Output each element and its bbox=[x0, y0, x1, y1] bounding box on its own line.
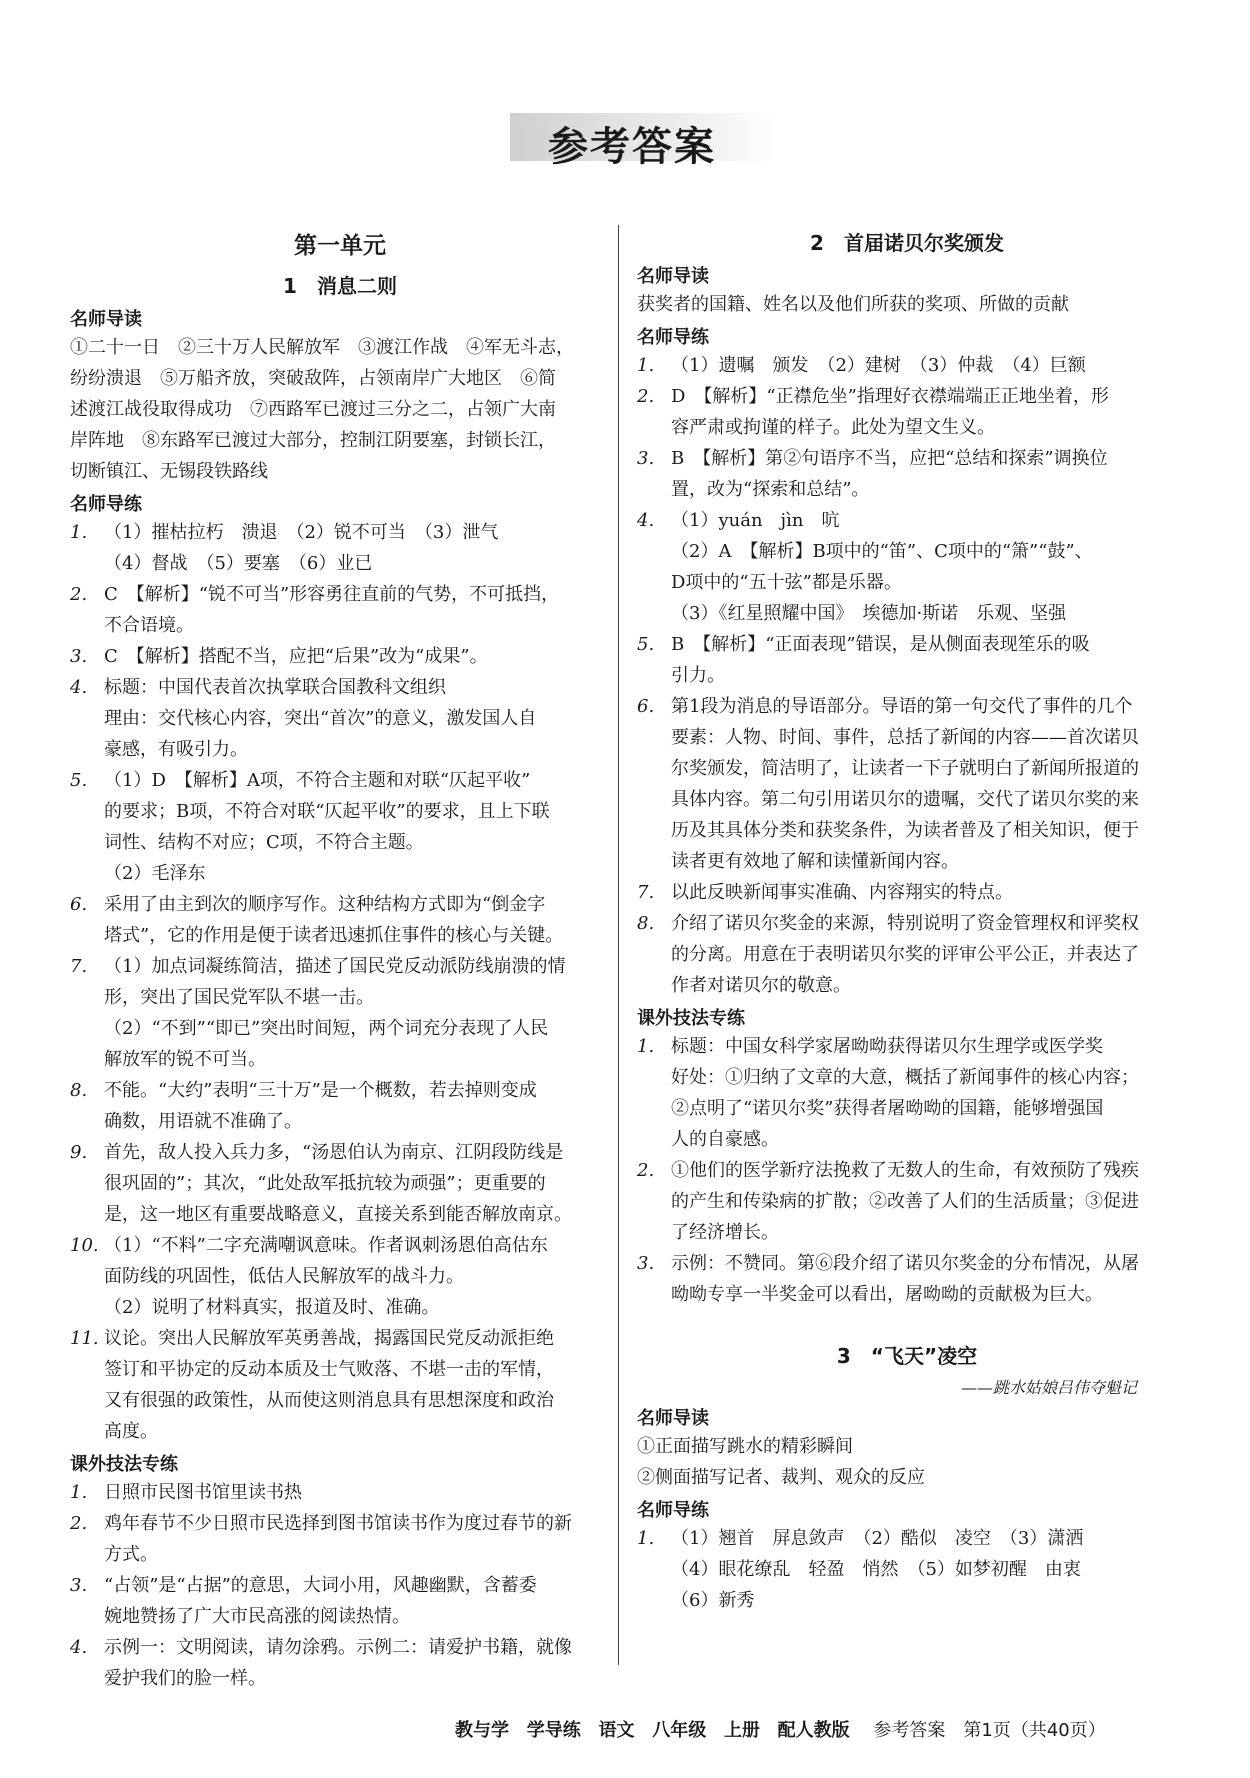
answer-line: 第1段为消息的导语部分。导语的第一句交代了事件的几个 bbox=[671, 696, 1133, 717]
footer-volume: 上册 bbox=[723, 1720, 760, 1741]
footer-grade: 八年级 bbox=[652, 1720, 707, 1741]
answer-item bbox=[637, 1523, 1177, 1616]
answer-item bbox=[70, 951, 610, 1075]
answer-line: 理由：交代核心内容，突出“首次”的意义，激发国人自 bbox=[104, 708, 537, 729]
lesson-3-title: 3 “飞天”凌空 bbox=[836, 1344, 978, 1368]
answer-item bbox=[70, 1323, 610, 1447]
answer-line: 的产生和传染病的扩散；②改善了人们的生活质量；③促进 bbox=[671, 1191, 1139, 1212]
daodu-text bbox=[637, 1431, 1177, 1493]
answer-number: 2. bbox=[70, 1513, 88, 1534]
answer-line: 容严肃或拘谨的样子。此处为望文生义。 bbox=[671, 417, 995, 438]
page-footer bbox=[455, 1716, 1106, 1742]
section-heading: 课外技法专练 bbox=[70, 1454, 178, 1475]
answer-line: 很巩固的”；其次，“此处敌军抵抗较为顽强”；更重要的 bbox=[104, 1173, 546, 1194]
section-heading: 名师导练 bbox=[637, 1500, 709, 1521]
answer-line: 尔奖颁发，简洁明了，让读者一下子就明白了新闻所报道的 bbox=[671, 758, 1139, 779]
answer-line: 方式。 bbox=[104, 1544, 158, 1565]
answer-item bbox=[70, 672, 610, 765]
answer-number: 11. bbox=[70, 1328, 99, 1349]
footer-book: 教与学 bbox=[455, 1720, 509, 1741]
answer-number: 3. bbox=[70, 646, 88, 667]
answer-line: 示例：不赞同。第⑥段介绍了诺贝尔奖金的分布情况，从屠 bbox=[671, 1253, 1139, 1274]
text-line: ①二十一日 ②三十万人民解放军 ③渡江作战 ④军无斗志， bbox=[70, 337, 574, 358]
answer-line: 采用了由主到次的顺序写作。这种结构方式即为“倒金字 bbox=[104, 894, 546, 915]
answer-item bbox=[637, 691, 1177, 877]
answer-list bbox=[637, 1523, 1177, 1616]
answer-line: ①他们的医学新疗法挽救了无数人的生命，有效预防了残疾 bbox=[671, 1160, 1139, 1181]
text-line: ①正面描写跳水的精彩瞬间 bbox=[637, 1436, 853, 1457]
answer-list bbox=[637, 1031, 1177, 1310]
answer-line: ②点明了“诺贝尔奖”获得者屠呦呦的国籍，能够增强国 bbox=[671, 1098, 1104, 1119]
footer-series: 学导练 bbox=[526, 1720, 581, 1741]
answer-body bbox=[671, 1155, 1177, 1248]
answer-line: 豪感，有吸引力。 bbox=[104, 739, 248, 760]
section-heading: 名师导练 bbox=[70, 494, 142, 515]
answer-list bbox=[70, 517, 610, 1447]
section-heading: 名师导读 bbox=[70, 309, 142, 330]
answer-line: 示例一：文明阅读，请勿涂鸦。示例二：请爱护书籍，就像 bbox=[104, 1637, 572, 1658]
answer-body bbox=[104, 1477, 610, 1508]
answer-item bbox=[70, 765, 610, 889]
answer-body bbox=[104, 765, 610, 889]
answer-number: 5. bbox=[637, 634, 655, 655]
section-heading: 课外技法专练 bbox=[637, 1008, 745, 1029]
answer-item bbox=[70, 1508, 610, 1570]
spacer bbox=[637, 1310, 1177, 1336]
answer-item bbox=[637, 1031, 1177, 1155]
answer-body bbox=[671, 381, 1177, 443]
answer-item bbox=[70, 889, 610, 951]
answer-body bbox=[671, 629, 1177, 691]
left-column bbox=[70, 225, 610, 1694]
answer-line: 具体内容。第二句引用诺贝尔的遗嘱，交代了诺贝尔奖的来 bbox=[671, 789, 1139, 810]
answer-line: 形，突出了国民党军队不堪一击。 bbox=[104, 987, 374, 1008]
answer-line: 要素：人物、时间、事件，总括了新闻的内容——首次诺贝 bbox=[671, 727, 1139, 748]
answer-line: 标题：中国代表首次执掌联合国教科文组织 bbox=[104, 677, 446, 698]
answer-number: 3. bbox=[637, 448, 655, 469]
answer-line: 读者更有效地了解和读懂新闻内容。 bbox=[671, 851, 959, 872]
answer-number: 2. bbox=[637, 386, 655, 407]
answer-line: 面防线的巩固性，低估人民解放军的战斗力。 bbox=[104, 1266, 464, 1287]
answer-body bbox=[671, 877, 1177, 908]
answer-number: 4. bbox=[637, 510, 655, 531]
footer-page-info: 参考答案 第1页（共40页） bbox=[873, 1720, 1106, 1741]
answer-line: 介绍了诺贝尔奖金的来源，特别说明了资金管理权和评奖权 bbox=[671, 913, 1139, 934]
answer-item bbox=[637, 1155, 1177, 1248]
answer-line: 签订和平协定的反动本质及士气败落、不堪一击的军情， bbox=[104, 1359, 554, 1380]
answer-body bbox=[104, 672, 610, 765]
answer-line: （4）眼花缭乱 轻盈 悄然 （5）如梦初醒 由衷 bbox=[671, 1559, 1081, 1580]
answer-body bbox=[104, 1570, 610, 1632]
answer-number: 1. bbox=[637, 1036, 655, 1057]
daodu-text bbox=[70, 332, 610, 487]
footer-edition: 配人教版 bbox=[777, 1720, 850, 1741]
answer-item bbox=[70, 1632, 610, 1694]
answer-body bbox=[104, 1632, 610, 1694]
answer-body bbox=[104, 1508, 610, 1570]
answer-line: 解放军的锐不可当。 bbox=[104, 1049, 266, 1070]
answer-body bbox=[104, 579, 610, 641]
answer-list bbox=[637, 350, 1177, 1001]
answer-line: 日照市民图书馆里读书热 bbox=[104, 1482, 302, 1503]
answer-number: 1. bbox=[70, 1482, 88, 1503]
daodu-text: 获奖者的国籍、姓名以及他们所获的奖项、所做的贡献 bbox=[637, 294, 1069, 315]
answer-item bbox=[637, 350, 1177, 381]
answer-number: 9. bbox=[70, 1142, 88, 1163]
answer-number: 6. bbox=[70, 894, 88, 915]
answer-line: 以此反映新闻事实准确、内容翔实的特点。 bbox=[671, 882, 1013, 903]
answer-body bbox=[104, 1230, 610, 1323]
answer-line: D项中的“五十弦”都是乐器。 bbox=[671, 572, 902, 593]
lesson-1-title: 1 消息二则 bbox=[283, 274, 397, 298]
answer-line: 引力。 bbox=[671, 665, 725, 686]
page-title: 参考答案 bbox=[548, 124, 716, 170]
answer-item bbox=[70, 1570, 610, 1632]
answer-number: 1. bbox=[637, 1528, 655, 1549]
answer-number: 7. bbox=[70, 956, 88, 977]
answer-item bbox=[70, 1477, 610, 1508]
answer-line: C 【解析】“锐不可当”形容勇往直前的气势，不可抵挡， bbox=[104, 584, 560, 605]
answer-line: 人的自豪感。 bbox=[671, 1129, 779, 1150]
answer-number: 4. bbox=[70, 1637, 88, 1658]
answer-body bbox=[671, 350, 1177, 381]
answer-line: 塔式”，它的作用是便于读者迅速抓住事件的核心与关键。 bbox=[104, 925, 564, 946]
answer-item bbox=[70, 517, 610, 579]
text-line: 切断镇江、无锡段铁路线 bbox=[70, 461, 268, 482]
answer-number: 3. bbox=[637, 1253, 655, 1274]
answer-item bbox=[70, 1075, 610, 1137]
answer-number: 8. bbox=[637, 913, 655, 934]
answer-line: （3）《红星照耀中国》 埃德加·斯诺 乐观、坚强 bbox=[671, 603, 1067, 624]
answer-line: 的分离。用意在于表明诺贝尔奖的评审公平公正，并表达了 bbox=[671, 944, 1139, 965]
answer-line: B 【解析】第②句语序不当，应把“总结和探索”调换位 bbox=[671, 448, 1108, 469]
answer-line: 婉地赞扬了广大市民高涨的阅读热情。 bbox=[104, 1606, 410, 1627]
answer-line: 又有很强的政策性，从而使这则消息具有思想深度和政治 bbox=[104, 1390, 554, 1411]
answer-line: 高度。 bbox=[104, 1421, 158, 1442]
answer-body bbox=[671, 443, 1177, 505]
answer-item bbox=[637, 381, 1177, 443]
section-heading: 名师导读 bbox=[637, 266, 709, 287]
answer-line: 确数，用语就不准确了。 bbox=[104, 1111, 302, 1132]
answer-line: （2）说明了材料真实，报道及时、准确。 bbox=[104, 1297, 440, 1318]
answer-body bbox=[104, 951, 610, 1075]
answer-body bbox=[671, 1031, 1177, 1155]
answer-line: 历及其具体分类和获奖条件，为读者普及了相关知识，便于 bbox=[671, 820, 1139, 841]
answer-number: 6. bbox=[637, 696, 655, 717]
answer-body bbox=[104, 889, 610, 951]
section-heading: 名师导练 bbox=[637, 327, 709, 348]
answer-line: （4）督战 （5）要塞 （6）业已 bbox=[104, 553, 373, 574]
answer-body bbox=[104, 517, 610, 579]
answer-line: （1）D 【解析】A项，不符合主题和对联“仄起平收” bbox=[104, 770, 531, 791]
answer-line: （1）遗嘱 颁发 （2）建树 （3）仲裁 （4）巨额 bbox=[671, 355, 1086, 376]
answer-item bbox=[637, 443, 1177, 505]
answer-line: 爱护我们的脸一样。 bbox=[104, 1668, 266, 1689]
answer-body bbox=[671, 691, 1177, 877]
answer-item bbox=[70, 579, 610, 641]
answer-body bbox=[671, 1523, 1177, 1616]
footer-subject: 语文 bbox=[598, 1720, 635, 1741]
answer-body bbox=[671, 1248, 1177, 1310]
answer-line: （1）加点词凝练简洁，描述了国民党反动派防线崩溃的情 bbox=[104, 956, 566, 977]
answer-line: 不合语境。 bbox=[104, 615, 194, 636]
answer-line: 是，这一地区有重要战略意义，直接关系到能否解放南京。 bbox=[104, 1204, 572, 1225]
lesson-3-subtitle: ——跳水姑娘吕伟夺魁记 bbox=[960, 1378, 1137, 1397]
answer-line: 词性、结构不对应；C项，不符合主题。 bbox=[104, 832, 424, 853]
answer-line: （2）毛泽东 bbox=[104, 863, 206, 884]
answer-line: 了经济增长。 bbox=[671, 1222, 779, 1243]
answer-line: 首先，敌人投入兵力多，“汤恩伯认为南京、江阴段防线是 bbox=[104, 1142, 564, 1163]
answer-number: 4. bbox=[70, 677, 88, 698]
answer-line: 呦呦专享一半奖金可以看出，屠呦呦的贡献极为巨大。 bbox=[671, 1284, 1103, 1305]
answer-line: （2）“不到”“即已”突出时间短，两个词充分表现了人民 bbox=[104, 1018, 549, 1039]
section-heading: 名师导读 bbox=[637, 1408, 709, 1429]
answer-body bbox=[671, 505, 1177, 629]
answer-item bbox=[70, 641, 610, 672]
answer-line: D 【解析】“正襟危坐”指理好衣襟端端正正地坐着，形 bbox=[671, 386, 1109, 407]
answer-line: B 【解析】“正面表现”错误，是从侧面表现笙乐的吸 bbox=[671, 634, 1090, 655]
answer-item bbox=[637, 1248, 1177, 1310]
answer-body bbox=[104, 641, 610, 672]
answer-number: 7. bbox=[637, 882, 655, 903]
column-divider bbox=[618, 225, 619, 1665]
answer-item bbox=[70, 1230, 610, 1323]
answer-number: 3. bbox=[70, 1575, 88, 1596]
answer-item bbox=[637, 908, 1177, 1001]
answer-item bbox=[637, 505, 1177, 629]
answer-body bbox=[671, 908, 1177, 1001]
answer-number: 10. bbox=[70, 1235, 99, 1256]
answer-line: 标题：中国女科学家屠呦呦获得诺贝尔生理学或医学奖 bbox=[671, 1036, 1103, 1057]
answer-number: 1. bbox=[637, 355, 655, 376]
answer-list bbox=[70, 1477, 610, 1694]
answer-line: 置，改为“探索和总结”。 bbox=[671, 479, 870, 500]
answer-line: 的要求；B项，不符合对联“仄起平收”的要求，且上下联 bbox=[104, 801, 550, 822]
answer-line: 议论。突出人民解放军英勇善战，揭露国民党反动派拒绝 bbox=[104, 1328, 554, 1349]
answer-line: 不能。“大约”表明“三十万”是一个概数，若去掉则变成 bbox=[104, 1080, 537, 1101]
answer-item bbox=[637, 877, 1177, 908]
answer-line: （1）翘首 屏息敛声 （2）酷似 凌空 （3）潇洒 bbox=[671, 1528, 1084, 1549]
answer-line: （1）摧枯拉朽 溃退 （2）锐不可当 （3）泄气 bbox=[104, 522, 499, 543]
right-column bbox=[637, 225, 1177, 1616]
answer-number: 2. bbox=[637, 1160, 655, 1181]
answer-number: 8. bbox=[70, 1080, 88, 1101]
text-line: 述渡江战役取得成功 ⑦西路军已渡过三分之二，占领广大南 bbox=[70, 399, 556, 420]
answer-line: C 【解析】搭配不当，应把“后果”改为“成果”。 bbox=[104, 646, 488, 667]
answer-line: （1）“不料”二字充满嘲讽意味。作者讽刺汤恩伯高估东 bbox=[104, 1235, 548, 1256]
answer-item bbox=[70, 1137, 610, 1230]
answer-line: 好处：①归纳了文章的大意，概括了新闻事件的核心内容； bbox=[671, 1067, 1139, 1088]
text-line: ②侧面描写记者、裁判、观众的反应 bbox=[637, 1467, 925, 1488]
lesson-2-title: 2 首届诺贝尔奖颁发 bbox=[810, 231, 1004, 255]
answer-line: （2）A 【解析】B项中的“笛”、C项中的“箫”“鼓”、 bbox=[671, 541, 1093, 562]
answer-line: （6）新秀 bbox=[671, 1590, 755, 1611]
text-line: 纷纷溃退 ⑤万船齐放，突破敌阵，占领南岸广大地区 ⑥简 bbox=[70, 368, 556, 389]
answer-line: “占领”是“占据”的意思，大词小用，风趣幽默，含蓄委 bbox=[104, 1575, 537, 1596]
answer-item bbox=[637, 629, 1177, 691]
answer-body bbox=[104, 1323, 610, 1447]
answer-number: 5. bbox=[70, 770, 88, 791]
answer-line: 作者对诺贝尔的敬意。 bbox=[671, 975, 851, 996]
answer-line: 鸡年春节不少日照市民选择到图书馆读书作为度过春节的新 bbox=[104, 1513, 572, 1534]
answer-body bbox=[104, 1137, 610, 1230]
answer-number: 2. bbox=[70, 584, 88, 605]
unit-title: 第一单元 bbox=[294, 233, 386, 259]
answer-body bbox=[104, 1075, 610, 1137]
answer-number: 1. bbox=[70, 522, 88, 543]
answer-line: （1）yuán jìn 吭 bbox=[671, 510, 840, 531]
text-line: 岸阵地 ⑧东路军已渡过大部分，控制江阴要塞，封锁长江， bbox=[70, 430, 556, 451]
